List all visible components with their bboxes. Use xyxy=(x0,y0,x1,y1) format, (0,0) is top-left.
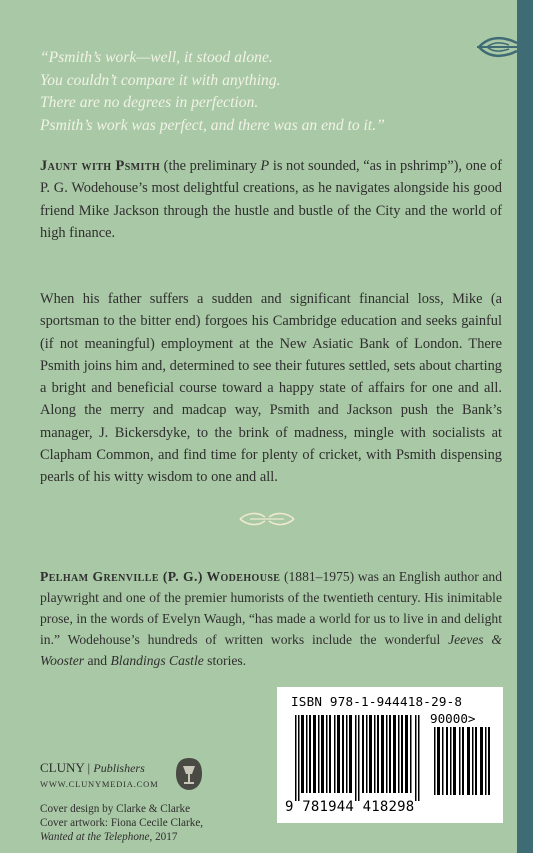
quote-line: “Psmith’s work—well, it stood alone. xyxy=(40,49,273,66)
blurb-paragraph-1 xyxy=(40,155,502,244)
book-title: Jaunt with Psmith xyxy=(40,158,161,174)
price-addon-bars xyxy=(434,727,492,795)
publisher-block xyxy=(40,760,158,789)
spine-stripe xyxy=(517,0,533,853)
publisher-name: CLUNY | Publishers xyxy=(40,760,145,775)
blurb-text: is not sounded, “as in pshrimp”), one of P. G. Wodehouse’s most delightful creations, as he navigates alongside his good friend Mike Jackson through the hustle and bustle of the City and the world of high finance. xyxy=(40,158,502,241)
isbn-barcode xyxy=(277,687,503,823)
bio-text: and xyxy=(84,653,111,668)
leaf-divider-icon xyxy=(236,510,298,528)
credit-line: Cover artwork: Fiona Cecile Clarke, xyxy=(40,817,204,830)
ean-barcode-bars xyxy=(291,715,425,801)
publisher-url: WWW.CLUNYMEDIA.COM xyxy=(40,779,159,789)
bio-text: stories. xyxy=(203,653,247,668)
barcode-digits: 9 781944 418298 xyxy=(285,799,415,815)
quote-line: You couldn’t compare it with anything. xyxy=(40,71,281,89)
credit-line: Cover design by Clarke & Clarke xyxy=(40,803,191,815)
artwork-title: Wanted at the Telephone xyxy=(40,831,150,844)
blurb-text: (the preliminary xyxy=(160,158,261,174)
epigraph-quote xyxy=(40,47,460,137)
series-title: Blandings Castle xyxy=(110,653,204,668)
flourish-ornament-icon xyxy=(477,32,519,62)
quote-line: Psmith’s work was perfect, and there was an end to it.” xyxy=(40,116,385,134)
price-addon-label: 90000> xyxy=(430,711,476,726)
author-name: Pelham Grenville (P. G.) Wodehouse xyxy=(40,569,281,584)
cover-credits xyxy=(40,802,203,845)
author-bio xyxy=(40,566,502,671)
series-title: Jeeves & Wooster xyxy=(40,632,502,668)
credit-line: Wanted at the Telephone, 2017 xyxy=(40,831,178,844)
publisher-chalice-logo-icon xyxy=(175,757,203,791)
bio-text: (1881–1975) was an English author and playwright and one of the premier humorists of the twentieth century. His inimitable prose, in the words of Evelyn Waugh, “has made a world for us to live in and delight in.” Wodehouse’s hundreds of written works include the wonderful xyxy=(40,569,503,647)
blurb-paragraph-2: When his father suffers a sudden and significant financial loss, Mike (a sportsman to the bitter end) forgoes his Cambridge education and seeks gainful (if not meaningful) employment at the New Asiatic Bank of London. There Psmith joins him and, determined to see their futures settled, sets about charting a bright and beneficial course toward a happy state of affairs for one and all. Along the merry and madcap way, Psmith and Jackson push the Bank’s manager, J. Bickersdyke, to the brink of madness, mingle with socialists at Clapham Common, and find time for plenty of cricket, with Psmith dispensing pearls of his witty wisdom to one and all. xyxy=(40,291,502,486)
quote-line: There are no degrees in perfection. xyxy=(40,94,259,111)
isbn-label: ISBN 978-1-944418-29-8 xyxy=(291,694,463,709)
blurb-italic-p: P xyxy=(260,158,270,174)
